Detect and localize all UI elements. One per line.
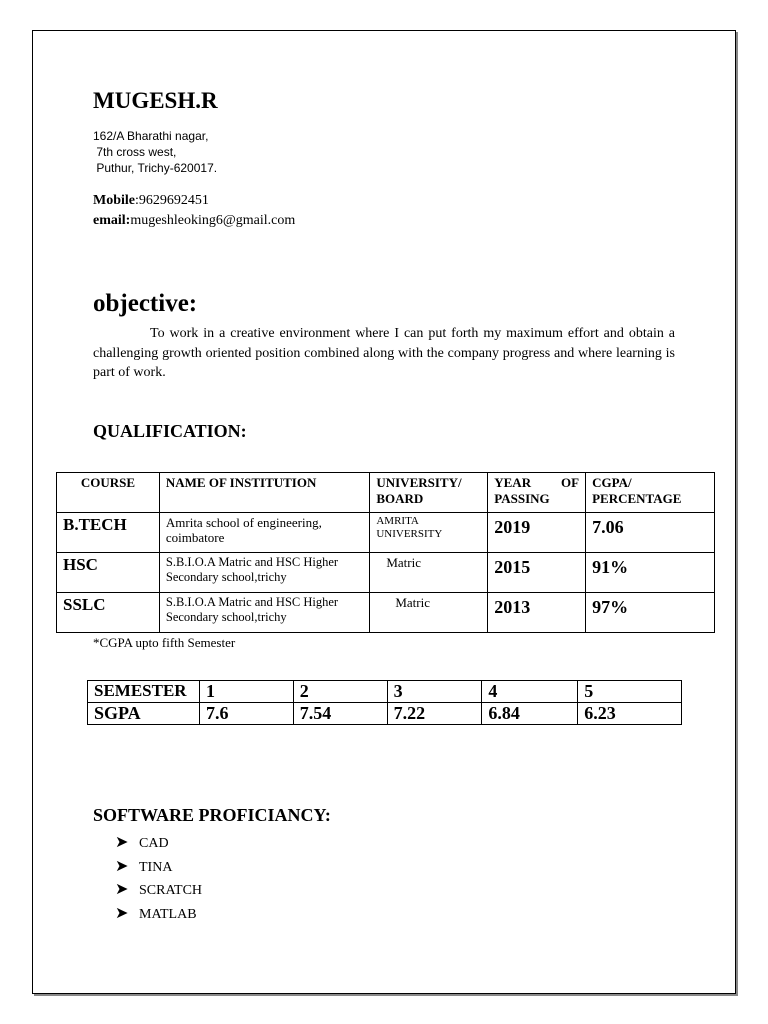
arrowhead-bullet-icon: ➤ [115, 881, 129, 898]
institution-cell: Amrita school of engineering, coimbatore [159, 513, 369, 553]
score-cell: 7.06 [586, 513, 715, 553]
year-cell: 2015 [488, 553, 586, 593]
score-cell: 91% [586, 553, 715, 593]
arrowhead-bullet-icon: ➤ [115, 905, 129, 922]
header-year: YEAR OF PASSING [488, 473, 586, 513]
course-cell: B.TECH [57, 513, 160, 553]
email-line [93, 213, 295, 229]
sgpa-table [87, 680, 682, 725]
score-cell: 97% [586, 593, 715, 633]
qualification-heading: QUALIFICATION: [93, 421, 247, 441]
course-cell: SSLC [57, 593, 160, 633]
objective-heading: objective: [93, 290, 198, 317]
board-cell: AMRITA UNIVERSITY [370, 513, 488, 553]
table-row [57, 513, 715, 553]
mobile-label: Mobile [93, 193, 135, 208]
semester-cell: 1 [199, 681, 293, 703]
mobile-line [93, 193, 209, 209]
list-item: ➤ MATLAB [115, 905, 197, 922]
table-row [57, 553, 715, 593]
list-item: ➤ SCRATCH [115, 881, 203, 898]
year-cell: 2019 [488, 513, 586, 553]
semester-cell: 4 [482, 681, 578, 703]
candidate-name: MUGESH.R [93, 88, 218, 113]
cgpa-note: *CGPA upto fifth Semester [93, 635, 236, 650]
institution-cell: S.B.I.O.A Matric and HSC Higher Secondary school,trichy [159, 593, 369, 633]
arrowhead-bullet-icon: ➤ [115, 858, 129, 875]
institution-cell: S.B.I.O.A Matric and HSC Higher Secondary school,trichy [159, 553, 369, 593]
arrowhead-bullet-icon: ➤ [115, 834, 129, 851]
sgpa-cell: 6.84 [482, 703, 578, 725]
list-item: ➤ CAD [115, 834, 169, 851]
email-label: email: [93, 213, 131, 228]
address-line-1: 162/A Bharathi nagar, [93, 129, 209, 143]
sgpa-cell: 7.54 [293, 703, 387, 725]
list-item: ➤ TINA [115, 858, 173, 875]
year-cell: 2013 [488, 593, 586, 633]
semester-cell: 2 [293, 681, 387, 703]
board-cell: Matric [370, 553, 488, 593]
header-board: UNIVERSITY/ BOARD [370, 473, 488, 513]
address-line-3: Puthur, Trichy-620017. [93, 161, 218, 175]
qualification-table [56, 472, 715, 633]
semester-cell: 5 [578, 681, 682, 703]
objective-text: To work in a creative environment where I can put forth my maximum effort and obtain a challenging growth oriented position combined along with the company progress and where learning is part of work. [93, 326, 675, 380]
semester-row [88, 681, 682, 703]
sgpa-cell: 7.6 [199, 703, 293, 725]
semester-label: SEMESTER [88, 681, 200, 703]
header-institution: NAME OF INSTITUTION [159, 473, 369, 513]
header-course: COURSE [57, 473, 160, 513]
header-score: CGPA/ PERCENTAGE [586, 473, 715, 513]
mobile-number: :9629692451 [135, 193, 209, 208]
address-line-2: 7th cross west, [93, 145, 177, 159]
sgpa-label: SGPA [88, 703, 200, 725]
sgpa-cell: 6.23 [578, 703, 682, 725]
course-cell: HSC [57, 553, 160, 593]
semester-cell: 3 [387, 681, 482, 703]
software-heading: SOFTWARE PROFICIANCY: [93, 805, 331, 825]
table-row [57, 593, 715, 633]
sgpa-row [88, 703, 682, 725]
qualification-header-row [57, 473, 715, 513]
email-address: mugeshleoking6@gmail.com [130, 213, 296, 228]
sgpa-cell: 7.22 [387, 703, 482, 725]
board-cell: Matric [370, 593, 488, 633]
